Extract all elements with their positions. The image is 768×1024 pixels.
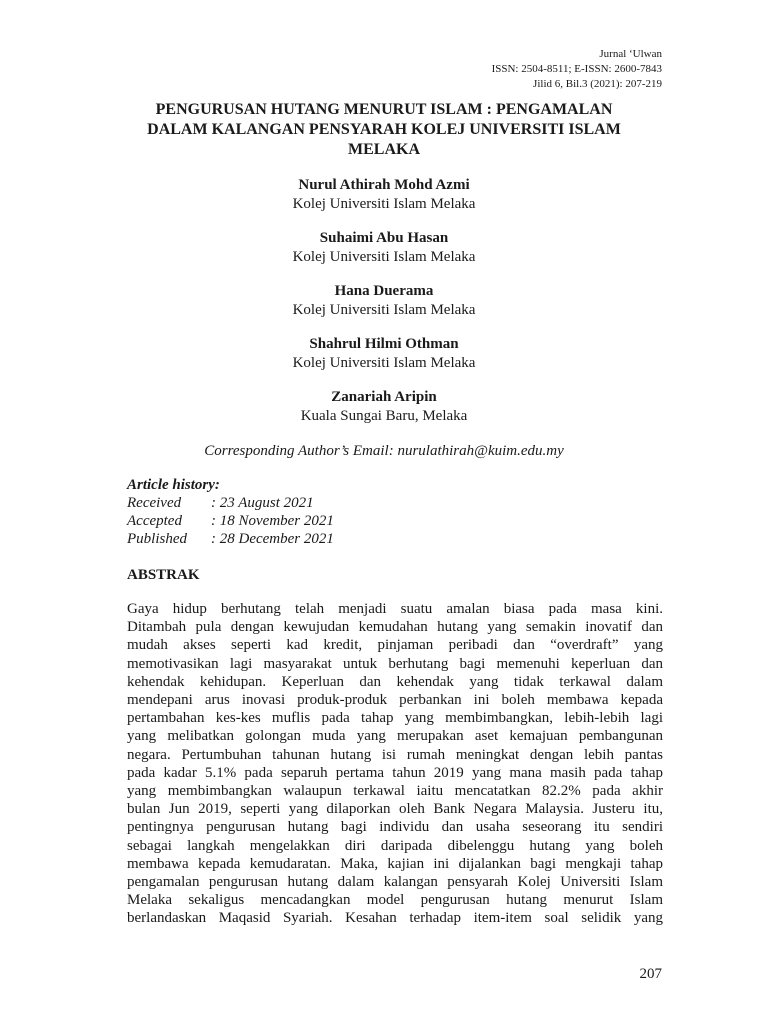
author-affiliation: Kuala Sungai Baru, Melaka xyxy=(300,408,468,424)
history-heading: Article history: xyxy=(127,477,220,493)
abstract-body xyxy=(127,600,663,928)
author-block-3 xyxy=(120,282,648,320)
published-label: Published xyxy=(127,531,187,547)
author-name: Nurul Athirah Mohd Azmi xyxy=(298,177,470,193)
abstract-line: membawa kepada kemudaratan. Maka, kajian ini dijalankan bagi mengkaji tahap xyxy=(127,855,663,872)
abstract-line: memotivasikan lagi masyarakat untuk berhutang bagi memenuhi keperluan dan xyxy=(127,655,663,672)
accepted-date: : 18 November 2021 xyxy=(211,513,334,529)
abstract-line: yang membimbangkan walaupun terkawal iaitu mencatatkan 82.2% pada akhir xyxy=(127,783,663,800)
history-published xyxy=(127,530,334,548)
abstract-line: kehendak kehidupan. Keperluan dan kehendak yang tidak terkawal dalam xyxy=(127,673,663,690)
corresponding-email: Corresponding Author’s Email: nurulathirah@kuim.edu.my xyxy=(204,443,564,459)
journal-issn: ISSN: 2504-8511; E-ISSN: 2600-7843 xyxy=(491,63,662,75)
abstract-line: pengamalan pengurusan hutang dalam kalangan pensyarah Kolej Universiti Islam xyxy=(127,874,663,891)
author-block-4 xyxy=(120,335,648,373)
abstract-line: mendepani arus inovasi produk-produk perbankan ini boleh membawa kepada xyxy=(127,692,663,709)
abstract-heading: ABSTRAK xyxy=(127,567,200,583)
abstract-line: Ditambah pula dengan kewujudan kemudahan hutang yang semakin inovatif dan xyxy=(127,619,663,636)
title-line: PENGURUSAN HUTANG MENURUT ISLAM : PENGAMALAN xyxy=(155,101,613,118)
author-name: Suhaimi Abu Hasan xyxy=(319,230,449,246)
journal-name: Jurnal ‘Ulwan xyxy=(599,48,662,60)
journal-volume: Jilid 6, Bil.3 (2021): 207-219 xyxy=(533,78,662,90)
abstract-line: Gaya hidup berhutang telah menjadi suatu amalan biasa pada masa kini. xyxy=(127,601,663,617)
abstract-line: pertambahan kes-kes muflis pada tahap yang membimbangkan, lebih-lebih lagi xyxy=(127,710,663,727)
received-date: : 23 August 2021 xyxy=(211,495,314,511)
history-received xyxy=(127,494,334,512)
author-affiliation: Kolej Universiti Islam Melaka xyxy=(292,355,476,371)
abstract-line: berlandaskan Maqasid Syariah. Kesahan terhadap item-item soal selidik yang xyxy=(127,910,663,927)
author-name: Zanariah Aripin xyxy=(331,389,437,405)
abstract-line: bulan Jun 2019, seperti yang dilaporkan oleh Bank Negara Malaysia. Justeru itu, xyxy=(127,801,663,818)
received-label: Received xyxy=(127,495,182,511)
author-block-2 xyxy=(120,229,648,267)
abstract-line: pentingnya pengurusan hutang bagi individu dan usaha seseorang itu sendiri xyxy=(127,819,663,836)
journal-header xyxy=(492,47,662,92)
author-block-5 xyxy=(120,388,648,426)
published-date: : 28 December 2021 xyxy=(211,531,334,547)
author-affiliation: Kolej Universiti Islam Melaka xyxy=(292,302,476,318)
abstract-line: negara. Pertumbuhan tahunan hutang isi rumah meningkat dengan lebih pantas xyxy=(127,746,663,763)
title-line: MELAKA xyxy=(348,141,420,158)
abstract-line: sebagai langkah mengelakkan diri daripada dibelenggu hutang yang boleh xyxy=(127,837,663,854)
author-affiliation: Kolej Universiti Islam Melaka xyxy=(292,249,476,265)
history-accepted xyxy=(127,512,334,530)
abstract-line: yang melibatkan golongan muda yang merupakan aset kemajuan pembangunan xyxy=(127,728,663,745)
page-number: 207 xyxy=(639,966,662,982)
abstract-line: pada kadar 5.1% pada separuh pertama tahun 2019 yang mana masih pada tahap xyxy=(127,764,663,781)
article-history xyxy=(127,476,334,548)
title-line: DALAM KALANGAN PENSYARAH KOLEJ UNIVERSITI ISLAM xyxy=(147,121,621,138)
author-affiliation: Kolej Universiti Islam Melaka xyxy=(292,196,476,212)
author-name: Hana Duerama xyxy=(334,283,434,299)
author-name: Shahrul Hilmi Othman xyxy=(309,336,459,352)
abstract-line: mudah akses seperti kad kredit, pinjaman peribadi dan “overdraft” yang xyxy=(127,637,663,654)
paper-title xyxy=(120,100,648,160)
abstract-line: Melaka sekaligus mencadangkan model pengurusan hutang menurut Islam xyxy=(127,892,663,909)
author-block-1 xyxy=(120,176,648,214)
accepted-label: Accepted xyxy=(127,513,182,529)
